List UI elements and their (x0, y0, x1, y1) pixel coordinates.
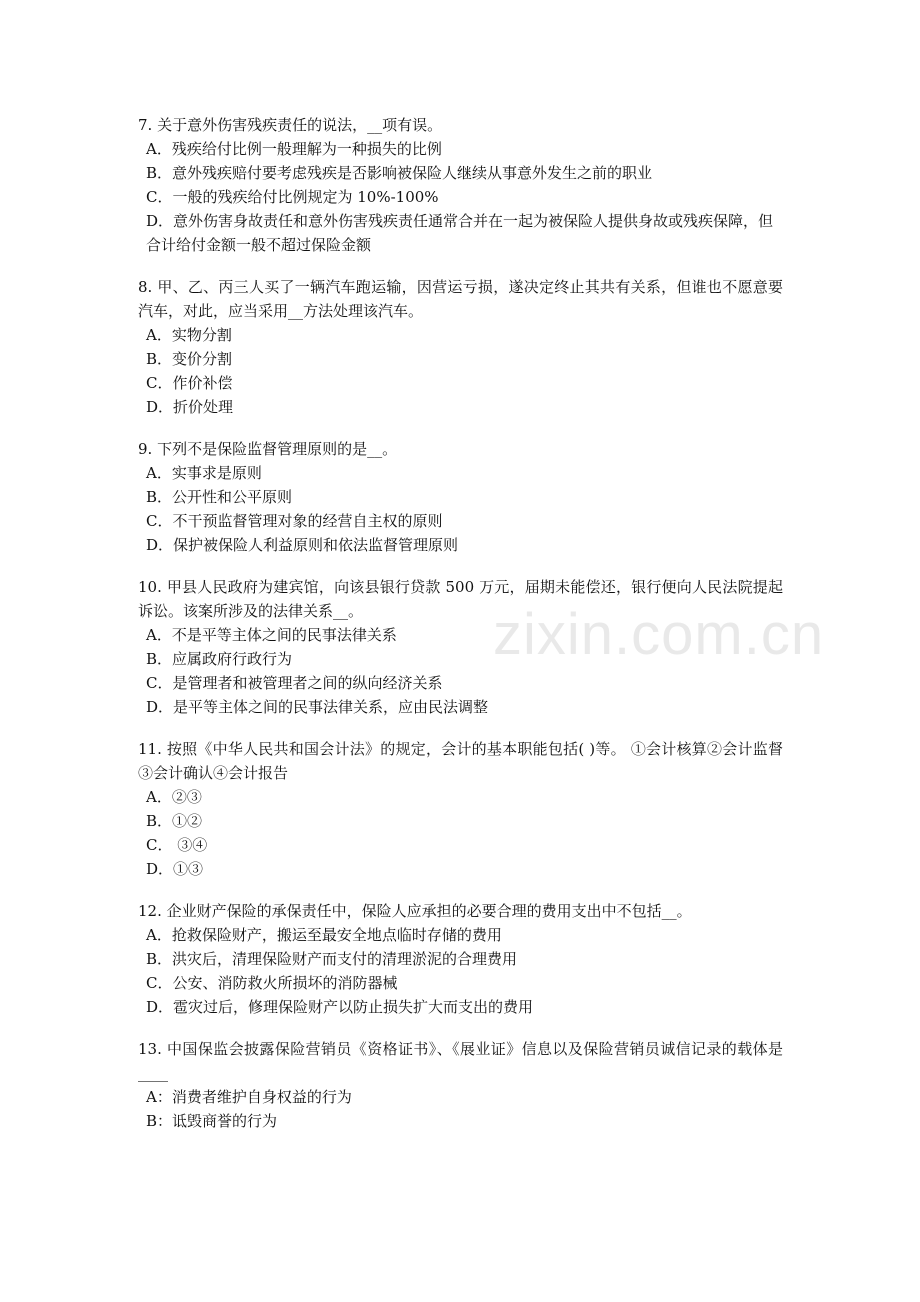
answer-option: A．不是平等主体之间的民事法律关系 (146, 626, 397, 644)
answer-option: C．作价补偿 (146, 374, 233, 392)
question-block (138, 575, 783, 719)
answer-option: A．抢救保险财产，搬运至最安全地点临时存储的费用 (146, 926, 502, 944)
answer-option: C．是管理者和被管理者之间的纵向经济关系 (146, 674, 443, 692)
answer-option: D．是平等主体之间的民事法律关系，应由民法调整 (146, 698, 489, 716)
answer-option: A．②③ (146, 788, 202, 806)
answer-option: C．公安、消防救火所损坏的消防器械 (146, 974, 398, 992)
question-list (138, 113, 783, 1151)
answer-option: A．残疾给付比例一般理解为一种损失的比例 (146, 140, 442, 158)
answer-option: B．意外残疾赔付要考虑残疾是否影响被保险人继续从事意外发生之前的职业 (146, 164, 653, 182)
answer-option: B．公开性和公平原则 (146, 488, 293, 506)
watermark: zixin.com.cn (493, 602, 825, 667)
answer-option: B．①② (146, 812, 203, 830)
question-block (138, 113, 783, 257)
answer-option: C．一般的残疾给付比例规定为 10%-100% (146, 188, 439, 206)
question-block (138, 437, 783, 557)
answer-option: A．实物分割 (146, 326, 232, 344)
answer-option: C． ③④ (146, 836, 208, 854)
answer-option: D．保护被保险人利益原则和依法监督管理原则 (146, 536, 459, 554)
answer-option: D．雹灾过后，修理保险财产以防止损失扩大而支出的费用 (146, 998, 534, 1016)
question-stem: 13. 中国保监会披露保险营销员《资格证书》、《展业证》信息以及保险营销员诚信记录的载体是____ (138, 1040, 783, 1082)
answer-option: B．应属政府行政行为 (146, 650, 293, 668)
question-block (138, 899, 783, 1019)
answer-option: B：诋毁商誉的行为 (146, 1112, 278, 1130)
answer-option: B．洪灾后，清理保险财产而支付的清理淤泥的合理费用 (146, 950, 518, 968)
answer-option: B．变价分割 (146, 350, 233, 368)
question-block (138, 275, 783, 419)
question-stem: 7. 关于意外伤害残疾责任的说法，__项有误。 (138, 116, 443, 134)
question-stem: 11. 按照《中华人民共和国会计法》的规定，会计的基本职能包括( )等。 ①会计核算②会计监督③会计确认④会计报告 (138, 740, 783, 782)
question-block (138, 737, 783, 881)
answer-option: A：消费者维护自身权益的行为 (146, 1088, 352, 1106)
answer-option: C．不干预监督管理对象的经营自主权的原则 (146, 512, 443, 530)
question-stem: 8. 甲、乙、丙三人买了一辆汽车跑运输，因营运亏损，遂决定终止其共有关系，但谁也不愿意要汽车，对此，应当采用__方法处理该汽车。 (138, 278, 783, 320)
question-stem: 9. 下列不是保险监督管理原则的是__。 (138, 440, 398, 458)
answer-option: D．意外伤害身故责任和意外伤害残疾责任通常合并在一起为被保险人提供身故或残疾保障，但合计给付金额一般不超过保险金额 (146, 212, 774, 254)
answer-option: D．折价处理 (146, 398, 234, 416)
question-stem: 10. 甲县人民政府为建宾馆，向该县银行贷款 500 万元，届期未能偿还，银行便向人民法院提起诉讼。该案所涉及的法律关系__。 (138, 578, 783, 620)
answer-option: D．①③ (146, 860, 204, 878)
question-stem: 12. 企业财产保险的承保责任中，保险人应承担的必要合理的费用支出中不包括__。 (138, 902, 692, 920)
question-block (138, 1037, 783, 1133)
answer-option: A．实事求是原则 (146, 464, 262, 482)
